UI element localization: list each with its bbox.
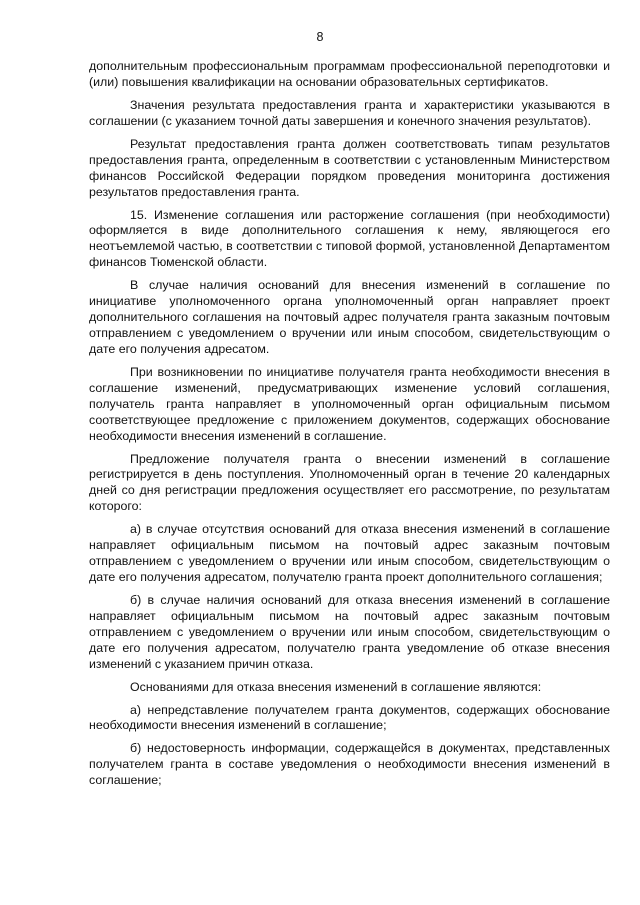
paragraph-2: Значения результата предоставления гранта и характеристики указываются в соглашении (с указанием точной даты завершения и конечного значения результатов).: [89, 97, 610, 128]
document-body: [89, 59, 610, 796]
paragraph-1: дополнительным профессиональным программам профессиональной переподготовки и (или) повышения квалификации на основании образовательных сертификатов.: [89, 59, 610, 89]
paragraph-8: а) в случае отсутствия оснований для отказа внесения изменений в соглашение направляет официальным письмом на почтовый адрес заказным почтовым отправлением с уведомлением о вручении или иным способом, свидетельствующим о дате его получения адресатом, получателю гранта проект дополнительного соглашения;: [89, 522, 610, 584]
paragraph-12: б) недостоверность информации, содержащейся в документах, представленных получателем гранта в составе уведомления о необходимости внесения изменений в соглашение;: [89, 741, 610, 788]
paragraph-11: а) непредставление получателем гранта документов, содержащих обоснование необходимости внесения изменений в соглашение;: [89, 702, 610, 733]
paragraph-4: 15. Изменение соглашения или расторжение соглашения (при необходимости) оформляется в виде дополнительного соглашения к нему, являющегося его неотъемлемой частью, в соответствии с типовой формой, установленной Департаментом финансов Тюменской области.: [89, 207, 610, 270]
paragraph-3: Результат предоставления гранта должен соответствовать типам результатов предоставления гранта, определенным в соответствии с установленным Министерством финансов Российской Федерации порядком проведения мониторинга достижения результатов предоставления гранта.: [89, 136, 610, 199]
paragraph-6: При возникновении по инициативе получателя гранта необходимости внесения в соглашение изменений, предусматривающих изменение условий соглашения, получатель гранта направляет в уполномоченный орган официальным письмом соответствующее предложение с приложением документов, содержащих обоснование необходимости внесения изменений в соглашение.: [89, 364, 610, 443]
paragraph-5: В случае наличия оснований для внесения изменений в соглашение по инициативе уполномоченного органа уполномоченный орган направляет проект дополнительного соглашения на почтовый адрес получателя гранта заказным почтовым отправлением с уведомлением о вручении или иным способом, свидетельствующим о дате его получения адресатом.: [89, 278, 610, 356]
page-number: 8: [316, 30, 324, 44]
paragraph-9: б) в случае наличия оснований для отказа внесения изменений в соглашение направляет официальным письмом на почтовый адрес заказным почтовым отправлением с уведомлением о вручении или иным способом, свидетельствующим о дате его получения адресатом, получателю гранта уведомление об отказе внесения изменений с указанием причин отказа.: [89, 592, 610, 671]
paragraph-10: Основаниями для отказа внесения изменений в соглашение являются:: [130, 679, 542, 694]
paragraph-7: Предложение получателя гранта о внесении изменений в соглашение регистрируется в день поступления. Уполномоченный орган в течение 20 календарных дней со дня регистрации предложения осуществляет его рассмотрение, по результатам которого:: [89, 451, 610, 514]
